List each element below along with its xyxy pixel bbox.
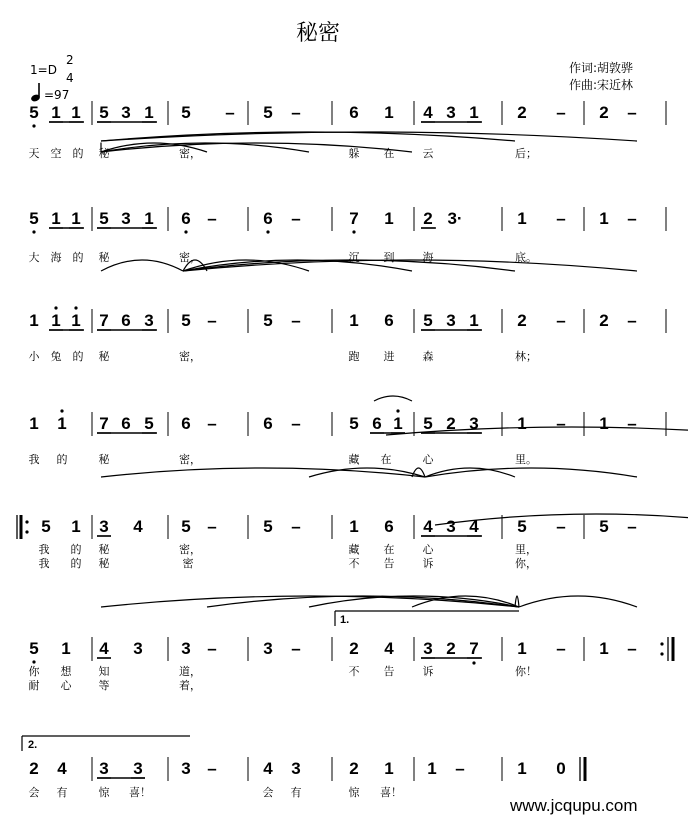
lyric-syllable: 告 (383, 665, 395, 678)
lyric-syllable: 在 (383, 147, 395, 160)
note: 3 (446, 517, 456, 536)
note: 5 (423, 414, 433, 433)
note: 5 (144, 414, 154, 433)
note: 1 (517, 639, 527, 658)
note: 1 (469, 311, 479, 330)
note: 1 (517, 414, 527, 433)
dash-note: – (556, 414, 566, 433)
lyric-syllable: 道， (179, 665, 201, 678)
note: 1 (517, 759, 527, 778)
note: 0 (556, 759, 566, 778)
repeat-dot (660, 652, 663, 655)
note: 3 (446, 103, 456, 122)
slur (515, 596, 519, 607)
lyric-syllable: 海 (50, 251, 62, 264)
lyric-syllable-verse2: 的 (70, 557, 82, 570)
note: 1 (384, 759, 394, 778)
lyric-syllable: 喜！ (380, 786, 402, 799)
slur (519, 596, 637, 607)
lyric-syllable: 林； (515, 350, 537, 363)
lyric-syllable: 想 (60, 665, 72, 678)
lyric-syllable: 在 (383, 543, 395, 556)
lyric-syllable: 的 (70, 543, 82, 556)
note: 6 (181, 414, 191, 433)
slur (374, 396, 412, 401)
note: 5 (349, 414, 359, 433)
dash-note: – (556, 639, 566, 658)
note: 1 (427, 759, 437, 778)
note: 7 (469, 639, 479, 658)
note: 5 (99, 103, 109, 122)
note: 1 (71, 103, 81, 122)
octave-dot-below (32, 230, 35, 233)
lyric-syllable-verse2: 秘 (98, 557, 110, 570)
repeat-dot (25, 520, 28, 523)
dash-note: – (225, 103, 235, 122)
note: 2 (349, 759, 359, 778)
note: 5 (99, 209, 109, 228)
dash-note: – (627, 311, 637, 330)
dash-note: – (455, 759, 465, 778)
note: 6 (121, 311, 131, 330)
lyric-syllable: 会 (262, 786, 274, 799)
note: 7 (99, 414, 109, 433)
lyric-syllable: 秘 (98, 251, 110, 264)
lyric-syllable: 我 (28, 453, 40, 466)
lyric-syllable: 你 (28, 665, 40, 678)
lyric-syllable: 不 (348, 665, 360, 678)
dash-note: – (627, 639, 637, 658)
note: 5 (29, 639, 39, 658)
note: 3· (447, 209, 463, 228)
lyric-syllable-verse2: 诉 (422, 557, 434, 570)
lyric-syllable: 密， (179, 350, 201, 363)
lyric-syllable: 你！ (515, 665, 537, 678)
lyric-syllable: 我 (38, 543, 50, 556)
note: 5 (41, 517, 51, 536)
lyricist-credit: 作词:胡敦骅 (569, 61, 634, 75)
first-ending-label: 1. (340, 614, 350, 626)
note: 2 (599, 103, 609, 122)
repeat-dot (660, 642, 663, 645)
note: 5 (263, 103, 273, 122)
note: 1 (384, 103, 394, 122)
lyric-syllable: 秘 (98, 350, 110, 363)
lyric-syllable: 云 (422, 147, 434, 160)
octave-dot-above (74, 306, 77, 309)
lyric-syllable: 里。 (515, 453, 537, 466)
note: 1 (29, 414, 39, 433)
note: 5 (181, 311, 191, 330)
dash-note: – (556, 103, 566, 122)
note: 1 (61, 639, 71, 658)
note: 2 (29, 759, 39, 778)
lyric-syllable: 秘 (98, 453, 110, 466)
note: 4 (423, 103, 433, 122)
dash-note: – (207, 414, 217, 433)
note: 1 (29, 311, 39, 330)
lyric-syllable: 沉 (348, 251, 360, 264)
note: 4 (384, 639, 394, 658)
note: 1 (393, 414, 403, 433)
octave-dot-below (472, 661, 475, 664)
song-title: 秘密 (296, 21, 341, 46)
note: 4 (469, 517, 479, 536)
lyric-syllable: 进 (383, 350, 395, 363)
lyric-syllable: 惊 (98, 786, 110, 799)
note: 1 (71, 517, 81, 536)
slur (207, 596, 519, 607)
note: 5 (29, 209, 39, 228)
lyric-syllable-verse2: 你， (515, 557, 537, 570)
note: 6 (349, 103, 359, 122)
note: 2 (423, 209, 433, 228)
note: 1 (71, 209, 81, 228)
note: 1 (51, 209, 61, 228)
octave-dot-above (54, 306, 57, 309)
note: 6 (263, 209, 273, 228)
octave-dot-above (396, 409, 399, 412)
lyric-syllable: 喜！ (129, 786, 151, 799)
lyric-syllable: 秘 (98, 147, 110, 160)
lyric-syllable: 后； (515, 147, 537, 160)
note: 7 (349, 209, 359, 228)
note: 2 (517, 103, 527, 122)
note: 3 (181, 639, 191, 658)
lyric-syllable: 有 (290, 786, 302, 799)
lyric-syllable: 的 (72, 350, 84, 363)
slur (101, 143, 412, 152)
note: 3 (263, 639, 273, 658)
lyric-syllable: 到 (383, 251, 395, 264)
note: 4 (133, 517, 143, 536)
second-ending-label: 2. (28, 739, 38, 751)
note: 1 (469, 103, 479, 122)
site-watermark: www.jcqupu.com (510, 796, 638, 815)
octave-dot-below (266, 230, 269, 233)
lyric-syllable: 密， (179, 147, 201, 160)
dash-note: – (207, 639, 217, 658)
dash-note: – (207, 517, 217, 536)
lyric-syllable-verse2: 密 (182, 557, 194, 570)
note: 5 (517, 517, 527, 536)
note: 2 (446, 414, 456, 433)
lyric-syllable-verse2: 心 (60, 679, 72, 692)
lyric-syllable: 秘 (98, 543, 110, 556)
key-signature: 1=D (30, 63, 57, 77)
note: 5 (181, 103, 191, 122)
octave-dot-above (60, 409, 63, 412)
octave-dot-below (352, 230, 355, 233)
lyric-syllable: 兔 (50, 350, 62, 363)
tempo-marking: =97 (44, 88, 70, 102)
lyric-syllable-verse2: 着， (179, 679, 201, 692)
note: 1 (349, 517, 359, 536)
dash-note: – (627, 517, 637, 536)
lyric-syllable: 惊 (348, 786, 360, 799)
octave-dot-below (184, 230, 187, 233)
dash-note: – (207, 759, 217, 778)
lyric-syllable: 天 (28, 147, 40, 160)
note: 5 (263, 311, 273, 330)
dash-note: – (556, 311, 566, 330)
lyric-syllable-verse2: 等 (98, 679, 110, 692)
lyric-syllable: 藏 (348, 543, 360, 556)
dash-note: – (291, 517, 301, 536)
lyric-syllable: 知 (98, 665, 110, 678)
note: 3 (423, 639, 433, 658)
note: 2 (446, 639, 456, 658)
note: 3 (133, 759, 143, 778)
note: 1 (599, 209, 609, 228)
composer-credit: 作曲:宋近林 (569, 78, 634, 92)
lyric-syllable: 心 (422, 453, 434, 466)
lyric-syllable-verse2: 告 (383, 557, 395, 570)
lyric-syllable: 躲 (348, 147, 360, 160)
note: 5 (599, 517, 609, 536)
note: 4 (99, 639, 109, 658)
note: 6 (263, 414, 273, 433)
note: 2 (349, 639, 359, 658)
lyric-syllable: 密， (179, 251, 201, 264)
note: 1 (144, 209, 154, 228)
lyric-syllable: 密， (179, 543, 201, 556)
slur (435, 514, 688, 525)
note: 5 (263, 517, 273, 536)
octave-dot-below (32, 124, 35, 127)
note: 1 (71, 311, 81, 330)
note: 1 (599, 414, 609, 433)
note: 5 (423, 311, 433, 330)
note: 3 (121, 103, 131, 122)
note: 3 (181, 759, 191, 778)
note: 3 (469, 414, 479, 433)
slur (101, 468, 425, 477)
note: 1 (57, 414, 67, 433)
dash-note: – (291, 414, 301, 433)
note: 4 (57, 759, 67, 778)
lyric-syllable: 的 (72, 147, 84, 160)
lyric-syllable: 底。 (515, 251, 537, 264)
note: 1 (384, 209, 394, 228)
lyric-syllable: 跑 (348, 350, 360, 363)
dash-note: – (556, 517, 566, 536)
dash-note: – (207, 209, 217, 228)
note: 5 (29, 103, 39, 122)
lyric-syllable: 心 (422, 543, 434, 556)
time-signature-top: 2 (66, 53, 74, 67)
lyric-syllable: 会 (28, 786, 40, 799)
lyric-syllable: 诉 (422, 665, 434, 678)
slur (386, 427, 688, 435)
note: 3 (133, 639, 143, 658)
dash-note: – (291, 103, 301, 122)
octave-dot-below (32, 660, 35, 663)
note: 1 (51, 311, 61, 330)
lyric-syllable: 里， (515, 543, 537, 556)
lyric-syllable: 有 (56, 786, 68, 799)
dash-note: – (627, 103, 637, 122)
lyric-syllable: 的 (72, 251, 84, 264)
lyric-syllable: 密， (179, 453, 201, 466)
lyric-syllable: 大 (28, 251, 40, 264)
dash-note: – (291, 639, 301, 658)
lyric-syllable: 森 (422, 350, 434, 363)
lyric-syllable: 空 (50, 147, 62, 160)
note: 7 (99, 311, 109, 330)
note: 6 (384, 311, 394, 330)
time-signature-bottom: 4 (66, 71, 74, 85)
lyric-syllable-verse2: 不 (348, 557, 360, 570)
note: 3 (446, 311, 456, 330)
lyric-syllable: 的 (56, 453, 68, 466)
note: 4 (423, 517, 433, 536)
dash-note: – (556, 209, 566, 228)
lyric-syllable-verse2: 耐 (28, 679, 40, 692)
dash-note: – (207, 311, 217, 330)
note: 5 (181, 517, 191, 536)
note: 1 (349, 311, 359, 330)
note: 3 (99, 759, 109, 778)
note: 6 (181, 209, 191, 228)
lyric-syllable-verse2: 我 (38, 557, 50, 570)
repeat-dot (25, 530, 28, 533)
note: 3 (144, 311, 154, 330)
note: 3 (291, 759, 301, 778)
note: 1 (517, 209, 527, 228)
slur (101, 260, 183, 271)
note: 6 (384, 517, 394, 536)
slur (425, 468, 515, 477)
note: 1 (144, 103, 154, 122)
note: 3 (99, 517, 109, 536)
lyric-syllable: 藏 (348, 453, 360, 466)
lyric-syllable: 在 (380, 453, 392, 466)
note: 2 (599, 311, 609, 330)
note: 1 (599, 639, 609, 658)
lyric-syllable: 小 (28, 350, 40, 363)
dash-note: – (627, 209, 637, 228)
note: 3 (121, 209, 131, 228)
dash-note: – (291, 209, 301, 228)
dash-note: – (291, 311, 301, 330)
note: 1 (51, 103, 61, 122)
lyric-syllable: 海 (422, 251, 434, 264)
note: 4 (263, 759, 273, 778)
dash-note: – (627, 414, 637, 433)
note: 6 (121, 414, 131, 433)
note: 2 (517, 311, 527, 330)
note: 6 (372, 414, 382, 433)
